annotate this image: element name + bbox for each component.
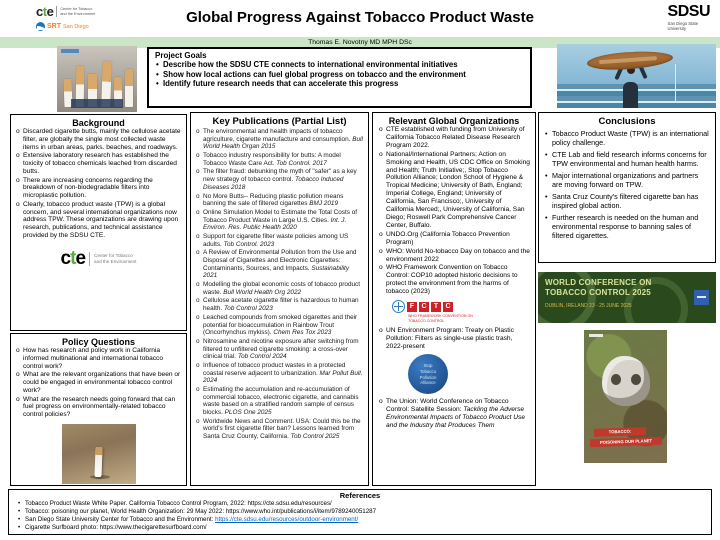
cte-caption: Center for Tobacco and the Environment [60, 6, 96, 16]
stop-tobacco-pollution-alliance-logo: Stop Tobacco Pollution Alliance [408, 354, 448, 394]
organizations-list-mid [378, 327, 530, 351]
conclusion-bullet: • CTE Lab and field research informs concerns for TPW environmental and human health harms. [544, 150, 710, 168]
project-goals-box [147, 47, 532, 108]
background-list [15, 128, 182, 240]
publication-item: o Modelling the global economic costs of tobacco product waste. Bull World Health Org 2022 [195, 281, 364, 296]
publication-source: Bull World Health Organ 2015 [203, 135, 363, 151]
publication-source: Tob Control 2023 [223, 305, 273, 313]
conclusion-bullet: • Santa Cruz County's filtered cigarette ban has inspired global action. [544, 192, 710, 210]
organization-item: o The Union: World Conference on Tobacco Control: Satellite Session: Tackling the Adverse Environmental Impacts of Tobacco Product Use and the Industry that Produces Them [378, 398, 530, 430]
reference-item: • Cigarette Surfboard photo: https://www.thecigarettesurfboard.com/ [17, 524, 703, 532]
policy-questions-title: Policy Questions [61, 337, 136, 347]
policy-question-bullet: o How has research and policy work in California informed multinational and international tobacco control work? [15, 347, 182, 370]
publication-item: o Influence of tobacco product wastes in a protected coastal reserve adjacent to urbanization. Mar Pollut Bull. 2024 [195, 362, 364, 385]
cover-title-block [71, 99, 123, 108]
publication-source: Sustainability 2021 [203, 264, 350, 280]
project-goals-title: Project Goals [155, 51, 207, 60]
key-publications-title: Key Publications (Partial List) [212, 116, 347, 127]
policy-questions-box [10, 333, 187, 486]
cigarette-butt-in-sand-photo [62, 424, 136, 484]
cte-wordmark: cte [36, 4, 54, 19]
publication-item: o The environmental and health impacts of tobacco agriculture, cigarette manufacture and consumption. Bull World Health Organ 2015 [195, 128, 364, 151]
author-band: Thomas E. Novotny MD MPH DSc [0, 37, 720, 48]
conclusion-bullet: • Tobacco Product Waste (TPW) is an international policy challenge. [544, 129, 710, 147]
project-goal-bullet: • Describe how the SDSU CTE connects to international environmental initiatives [155, 60, 524, 70]
fctc-logo: F C T C [392, 300, 530, 313]
publication-source: BMJ 2019 [309, 200, 339, 208]
publication-source: Tobacco Induced Diseases 2018 [203, 176, 344, 191]
key-publications-list [195, 128, 364, 441]
references-title: References [339, 491, 381, 500]
partner-logo: SRT San Diego [36, 22, 95, 31]
conclusion-bullet: • Further research is needed on the human and environmental response to banning sales of filtered cigarettes. [544, 213, 710, 240]
conclusions-box [538, 112, 716, 263]
organization-item: o National/International Partners; Action on Smoking and Health, US CDC Office on Smoking and Health; Truth Initiative;, Stop Tobacco Pollution Alliance; London School of Hygiene & Tropical Medicine; University of Bath, England; Imperial College, England; University of California, San Francisco;, University of California Merced;, University of California, San Diego; Roswell Park Comprehensive Cancer Center, Buffalo. [378, 151, 530, 230]
organization-item: o WHO Framework Convention on Tobacco Control: COP10 adopted historic decisions to protect the environment from the harms of tobacco (2023) [378, 264, 530, 296]
publication-item: o Estimating the accumulation and re-accumulation of commercial tobacco, electronic cigarette, and cannabis waste based on a stratified random sample of census blocks. PLOS One 2025 [195, 386, 364, 417]
organization-item: o WHO: World No-tobacco Day on tobacco and the environment 2022 [378, 248, 530, 264]
project-goal-bullet: • Identify future research needs that can accelerate this progress [155, 79, 524, 89]
world-conference-banner [538, 272, 716, 323]
organizations-title: Relevant Global Organizations [388, 116, 520, 126]
sdsu-logo: SDSU San Diego State University [667, 3, 710, 32]
publication-item: o Online Simulation Model to Estimate the Total Costs of Tobacco Product Waste in Large U.S. Cities. Int. J. Environ. Res. Public Health 2020 [195, 209, 364, 232]
conclusion-bullet: • Major international organizations and partners are moving forward on TPW. [544, 171, 710, 189]
publication-item: o Support for cigarette filter waste policies among US adults. Tob Control. 2023 [195, 233, 364, 248]
publication-item: o No More Butts-- Reducing plastic pollution means banning the sale of filtered cigarettes BMJ 2019 [195, 193, 364, 208]
policy-questions-list [15, 347, 182, 419]
publication-item: o A Review of Environmental Pollution from the Use and Disposal of Cigarettes and Electronic Cigarettes: Contaminants, Sources, and Impacts. Sustainability 2021 [195, 249, 364, 280]
tpw-white-paper-cover-image [57, 46, 137, 112]
publication-source: Tob Control 2024 [237, 353, 287, 361]
background-bullet: o Clearly, tobacco product waste (TPW) is a global concern, and several international organizations now address TPW. These organizations are drawing upon research, publications, and technical assistance provided by the SDSU CTE. [15, 201, 182, 240]
cover-label-line1: TOBACCO: [594, 427, 646, 437]
project-goal-bullet: • Show how local actions can fuel global progress on tobacco and the environment [155, 70, 524, 80]
organization-item: o UNDO.Org (California Tobacco Prevention Program) [378, 231, 530, 247]
organizations-box [372, 112, 536, 486]
wave-icon [36, 22, 45, 31]
background-box [10, 114, 187, 331]
cte-logo: cte Center for Tobacco and the Environment [60, 247, 137, 269]
cigarette-surfboard [587, 49, 674, 72]
surfer-silhouette [623, 82, 638, 108]
publication-source: Mar Pollut Bull. 2024 [203, 369, 363, 385]
organizations-list-top [378, 126, 530, 296]
publication-item: o Tobacco industry responsibility for butts: A model Tobacco Waste Care Act. Tob Control. 2017 [195, 152, 364, 167]
publication-source: Tob Control 2025 [290, 433, 340, 441]
conclusions-title: Conclusions [598, 116, 656, 127]
publication-item: o Leached compounds from smoked cigarettes and their potential for bioaccumulation in Rainbow Trout (Oncorhynchus mykiss). Chem Res Tox 2023 [195, 314, 364, 337]
background-bullet: o Discarded cigarette butts, mainly the cellulose acetate filter, are globally the single most collected waste items in urban areas, parks. beaches, and roadways. [15, 128, 182, 151]
who-logo-mark [61, 49, 79, 53]
key-publications-box [190, 112, 369, 486]
cigarette-surfboard-photo [557, 44, 716, 108]
reference-item: • San Diego State University Center for Tobacco and the Environment: https://cte.sdsu.edu/resources/outdoor-environment/ [17, 516, 703, 524]
banner-line1: WORLD CONFERENCE ON [545, 278, 652, 287]
publication-item: o Worldwide News and Comment. USA: Could this be the world's first cigarette filter ban? Lessons learned from Santa Cruz County, California. Tob Control 2025 [195, 418, 364, 441]
publication-source: Bull World Health Org 2022 [223, 288, 302, 296]
who-poisoning-planet-cover-image [584, 330, 667, 463]
policy-question-bullet: o What are the relevant organizations that have been or could be engaged in environmental tobacco control work? [15, 371, 182, 394]
who-logo-mark [589, 334, 603, 337]
union-logo [694, 290, 709, 305]
publication-source: Tob Control. 2017 [276, 159, 327, 167]
cover-label-line2: POISONING OUR PLANET [590, 437, 662, 448]
organizations-list-bottom [378, 398, 530, 430]
publication-source: Int. J. Environ. Res. Public Health 2020 [203, 216, 347, 232]
background-bullet: o Extensive laboratory research has established the toxicity of tobacco chemicals leached from discarded butts. [15, 152, 182, 175]
cigarette-skull-graphic [602, 356, 650, 406]
who-emblem-icon [392, 300, 405, 313]
cte-header-logo [36, 5, 95, 31]
publication-source: PLOS One 2025 [224, 409, 272, 417]
organization-item: o CTE established with funding from University of California Tobacco Related Disease Research Program 2022. [378, 126, 530, 150]
reference-link[interactable]: https://cte.sdsu.edu/resources/outdoor-environment/ [215, 515, 359, 523]
reference-item: • Tobacco Product Waste White Paper. California Tobacco Control Program, 2022: https://cte.sdsu.edu/resources/ [17, 500, 703, 508]
organization-item: o UN Environment Program: Treaty on Plastic Pollution: Filters as single-use plastic trash, 2022-present [378, 327, 530, 351]
poster-title: Global Progress Against Tobacco Product Waste [186, 9, 534, 26]
project-goals-list [155, 60, 524, 89]
publication-source: Chem Res Tox 2023 [273, 329, 332, 337]
background-bullet: o There are increasing concerns regarding the breakdown of non-biodegradable filters into microplastic pollution. [15, 177, 182, 200]
policy-question-bullet: o What are the research needs going forward that can fuel progress on environmentally-related tobacco control policies? [15, 396, 182, 419]
banner-line2: TOBACCO CONTROL 2025 [545, 288, 651, 297]
background-title: Background [72, 118, 125, 128]
fctc-caption: WHO FRAMEWORK CONVENTION ON TOBACCO CONTROL [408, 314, 473, 323]
publication-source: Tob Control. 2023 [223, 240, 275, 248]
references-box [8, 489, 712, 535]
references-list [17, 500, 703, 532]
conclusions-list [544, 129, 710, 240]
reference-item: • Tobacco: poisoning our planet, World Health Organization: 29 May 2022: https://www.who.int/publications/i/item/9789240051287 [17, 508, 703, 516]
cte-logo-caption: Center for Tobacco and the Environment [94, 252, 137, 264]
publication-item: o Cellulose acetate cigarette filter is hazardous to human health. Tob Control 2023 [195, 297, 364, 312]
publication-item: o Nitrosamine and nicotine exposure after switching from filtered to unfiltered cigarette smoking: a cross-over clinical trial. Tob Control 2024 [195, 338, 364, 361]
banner-line3: DUBLIN, IRELAND 23 - 25 JUNE 2025 [545, 303, 632, 309]
publication-item: o The filter fraud: debunking the myth of "safer" as a key new strategy of tobacco control. Tobacco Induced Diseases 2018 [195, 168, 364, 191]
cigarette-butt [94, 447, 102, 477]
